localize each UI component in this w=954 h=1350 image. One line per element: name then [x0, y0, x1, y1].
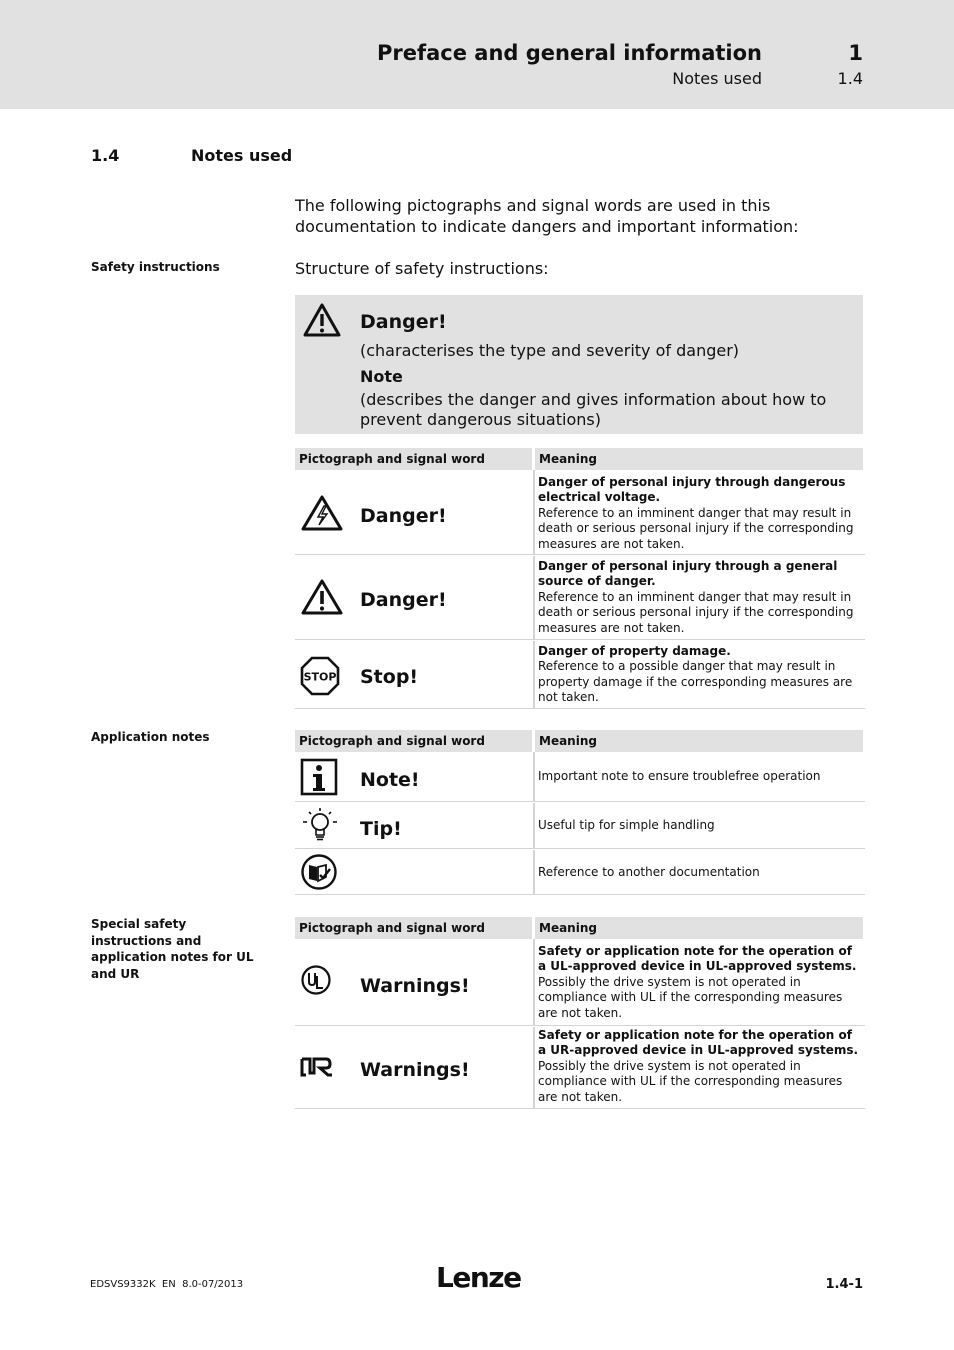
- meaning-text: Safety or application note for the operation of a UR-approved device in UL-approved systems. Possibly the drive system is not operated in compliance with UL if the corresponding measures are not taken.: [538, 1028, 859, 1104]
- lenze-logo: Lenze: [436, 1261, 521, 1294]
- table-row: [295, 470, 865, 555]
- footer-page-number: 1.4-1: [825, 1277, 863, 1292]
- ul-table: [295, 917, 865, 1109]
- meaning-text: Danger of property damage. Reference to a possible danger that may result in property damage if the corresponding measures are not taken.: [538, 644, 853, 705]
- danger-box-title: Danger!: [360, 311, 447, 333]
- table-row: [295, 641, 865, 709]
- section-number: 1.4: [91, 146, 120, 165]
- reference-doc-icon: [300, 853, 338, 891]
- table-header-meaning: Meaning: [535, 730, 863, 752]
- meaning-text: Safety or application note for the operation of a UL-approved device in UL-approved systems. Possibly the drive system is not operated in compliance with UL if the corresponding measures are not taken.: [538, 944, 857, 1020]
- table-header-meaning: Meaning: [535, 917, 863, 939]
- meaning-text: Reference to another documentation: [538, 865, 760, 879]
- meaning-text: Important note to ensure troublefree operation: [538, 769, 821, 783]
- intro-text: The following pictographs and signal words are used in this documentation to indicate dangers and important information:: [295, 196, 799, 236]
- general-warning-icon: [300, 578, 344, 616]
- table-header-pictograph: Pictograph and signal word: [295, 917, 532, 939]
- info-icon: [300, 758, 338, 796]
- danger-structure-box: [295, 295, 863, 434]
- header-title: Preface and general information: [376, 41, 762, 65]
- side-label-safety: Safety instructions: [91, 260, 220, 274]
- lightbulb-icon: [300, 806, 340, 846]
- footer-doc-id: EDSVS9332K EN 8.0-07/2013: [90, 1279, 244, 1290]
- table-row: [295, 1027, 865, 1109]
- general-warning-icon: [302, 302, 342, 338]
- danger-box-line1: (characterises the type and severity of danger): [360, 341, 740, 360]
- danger-box-line2: (describes the danger and gives information about how to prevent dangerous situations): [360, 390, 827, 429]
- danger-box-note-label: Note: [360, 367, 403, 386]
- signal-word: Stop!: [360, 666, 419, 688]
- table-row: [295, 803, 865, 849]
- side-label-special: Special safety instructions and application notes for UL and UR: [91, 917, 254, 981]
- meaning-text: Danger of personal injury through a general source of danger. Reference to an imminent danger that may result in death or serious personal injury if the corresponding measures are not taken.: [538, 559, 854, 635]
- signal-word: Danger!: [360, 505, 447, 527]
- electrical-warning-icon: [300, 494, 344, 532]
- signal-word: Warnings!: [360, 975, 470, 997]
- section-title: Notes used: [191, 146, 293, 165]
- application-table: [295, 730, 865, 896]
- signal-word: Danger!: [360, 589, 447, 611]
- ur-icon: [300, 1055, 334, 1079]
- header-subtitle: Notes used: [672, 69, 762, 88]
- side-label-application: Application notes: [91, 730, 210, 744]
- header-section: 1.4: [837, 69, 863, 88]
- header-chapter: 1: [848, 41, 863, 65]
- structure-label: Structure of safety instructions:: [295, 259, 549, 278]
- table-row: [295, 556, 865, 640]
- table-header-pictograph: Pictograph and signal word: [295, 730, 532, 752]
- table-row: [295, 850, 865, 895]
- page-header: [0, 0, 954, 109]
- meaning-text: Danger of personal injury through dangerous electrical voltage. Reference to an imminent danger that may result in death or serious personal injury if the corresponding measures are not taken.: [538, 475, 854, 551]
- signal-word: Tip!: [360, 818, 402, 840]
- table-header-pictograph: Pictograph and signal word: [295, 448, 532, 470]
- signal-word: Warnings!: [360, 1059, 470, 1081]
- signal-word: Note!: [360, 769, 420, 791]
- ul-icon: [300, 964, 332, 996]
- svg-text:STOP: STOP: [303, 670, 337, 684]
- table-row: [295, 752, 865, 802]
- stop-icon: [300, 656, 340, 696]
- safety-table: [295, 448, 865, 710]
- table-row: [295, 939, 865, 1026]
- table-header-meaning: Meaning: [535, 448, 863, 470]
- meaning-text: Useful tip for simple handling: [538, 818, 715, 832]
